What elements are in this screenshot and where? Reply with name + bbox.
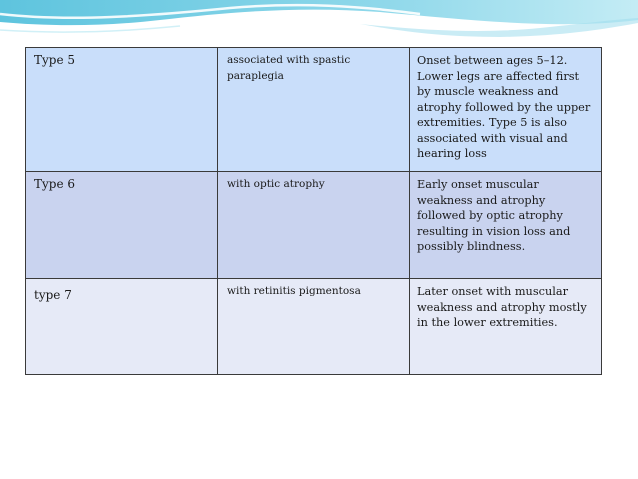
table-row-type-6 [26, 172, 602, 279]
slide-header-wave [0, 0, 638, 48]
association-cell: with optic atrophy [218, 172, 410, 279]
type-cell: Type 5 [26, 48, 218, 172]
description-cell: Onset between ages 5–12. Lower legs are affected first by muscle weakness and atrophy followed by the upper extremities. Type 5 is also associated with visual and hearing loss [410, 48, 602, 172]
table-row-type-5 [26, 48, 602, 172]
association-cell: with retinitis pigmentosa [218, 279, 410, 375]
disease-type-table [25, 47, 602, 375]
description-cell: Early onset muscular weakness and atrophy followed by optic atrophy resulting in vision loss and possibly blindness. [410, 172, 602, 279]
type-cell: Type 6 [26, 172, 218, 279]
description-cell: Later onset with muscular weakness and atrophy mostly in the lower extremities. [410, 279, 602, 375]
table-row-type-7 [26, 279, 602, 375]
association-cell: associated with spastic paraplegia [218, 48, 410, 172]
type-cell: type 7 [26, 279, 218, 375]
